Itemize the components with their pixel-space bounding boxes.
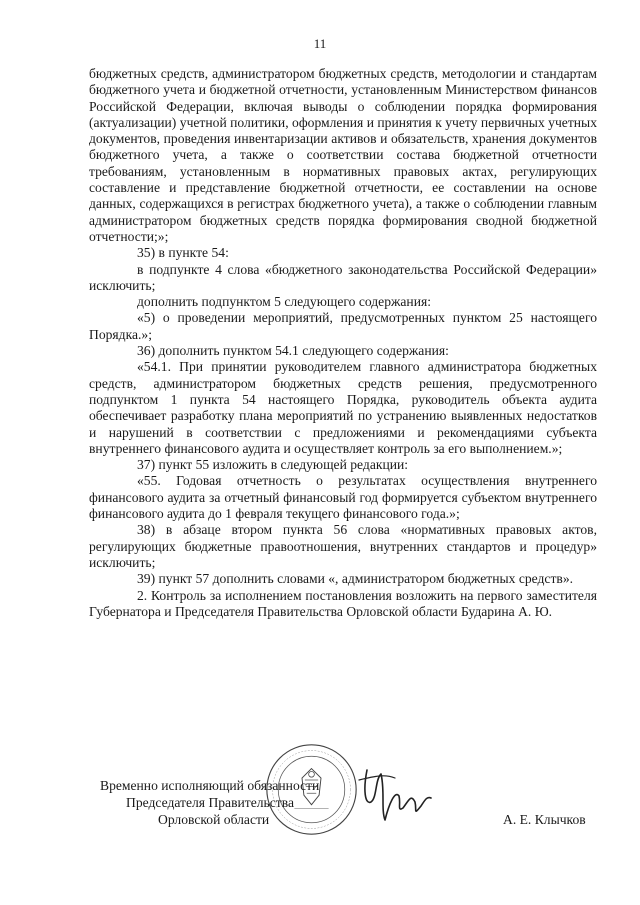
signatory-position-line-3: Орловской области	[158, 812, 270, 827]
signatory-name: А. Е. Клычков	[503, 812, 586, 827]
paragraph-item-55-text: «55. Годовая отчетность о результатах осуществления внутреннего финансового аудита за отчетный финансовый год формируется субъектом внутреннего финансового аудита до 1 февраля текущего финансового года.»;	[89, 473, 597, 522]
paragraph-item-37: 37) пункт 55 изложить в следующей редакции:	[137, 457, 409, 473]
paragraph-item-54-1-text: «54.1. При принятии руководителем главного администратора бюджетных средств, администратором бюджетных средств решения, предусмотренного подпунктом 1 пункта 54 настоящего Порядка, руководитель объекта аудита обеспечивает разработку плана мероприятий по устранению выявленных недостатков и нарушений в соответствии с предложениями и рекомендациями субъекта внутреннего финансового аудита и осуществляет контроль за его выполнением.»;	[89, 359, 597, 456]
paragraph-add-subitem-5: дополнить подпунктом 5 следующего содержания:	[137, 294, 432, 310]
signatory-position-line-2: Председателя Правительства	[126, 795, 294, 810]
paragraph-item-38: 38) в абзаце втором пункта 56 слова «нормативных правовых актов, регулирующих бюджетные правоотношения, внутренних стандартов и процедур» исключить;	[89, 522, 597, 570]
paragraph-item-36: 36) дополнить пунктом 54.1 следующего содержания:	[137, 343, 449, 359]
signature-block	[100, 778, 620, 838]
paragraph-continuation: бюджетных средств, администратором бюджетных средств, методологии и стандартам бюджетного учета и бюджетной отчетности, установленным Министерством финансов Российской Федерации, включая выводы о соблюдении порядка формирования (актуализации) учетной политики, оформления и принятия к учету первичных учетных документов, проведения инвентаризации активов и обязательств, хранения документов бюджетного учета, а также о соответствии состава бюджетной отчетности требованиям, установленным в нормативных правовых актах, регулирующих составление и представление бюджетной отчетности, ее составлении на основе данных, содержащихся в регистрах бюджетного учета), а также о соблюдении главным администратором бюджетных средств порядка формирования сводной бюджетной отчетности;»;	[89, 66, 597, 244]
paragraph-item-39: 39) пункт 57 дополнить словами «, администратором бюджетных средств».	[137, 571, 574, 587]
paragraph-subitem-4: в подпункте 4 слова «бюджетного законодательства Российской Федерации» исключить;	[89, 261, 597, 293]
paragraph-subitem-5-text: «5) о проведении мероприятий, предусмотренных пунктом 25 настоящего Порядка.»;	[89, 310, 597, 342]
document-body	[89, 66, 597, 620]
page-number: 11	[313, 36, 327, 51]
paragraph-item-35: 35) в пункте 54:	[137, 245, 229, 261]
paragraph-clause-2: 2. Контроль за исполнением постановления возложить на первого заместителя Губернатора и Председателя Правительства Орловской области Бударина А. Ю.	[89, 587, 597, 619]
signatory-position-line-1: Временно исполняющий обязанности	[100, 778, 320, 793]
